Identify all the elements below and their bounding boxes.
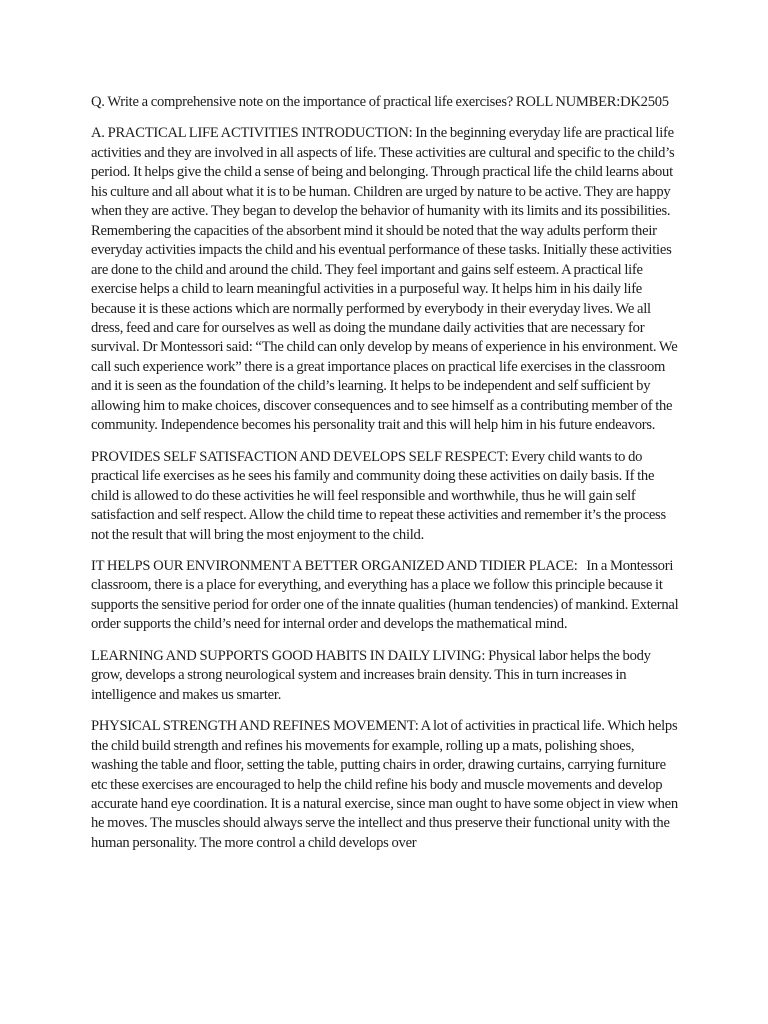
paragraph-text: In the beginning everyday life are practical life activities and they are involved in all aspects of life. These activities are cultural and specific to the child’s period. It helps give the child a sense of being and belonging. Through practical life the child learns about his culture and all about what it is to be human. Children are urged by nature to be active. They are happy when they are active. They began to develop the behavior of humanity with its limits and its possibilities. Remembering the capacities of the absorbent mind it should be noted that the way adults perform their everyday activities impacts the child and his eventual performance of these tasks. Initially these activities are done to the child and around the child. They feel important and gains self esteem. A practical life exercise helps a child to learn meaningful activities in a purposeful way. It helps him in his daily life because it is these actions which are normally performed by everybody in their everyday lives. We all dress, feed and care for ourselves as well as doing the mundane daily activities that are necessary for survival. Dr Montessori said: “The child can only develop by means of experience in his environment. We call such experience work” there is a great importance places on practical life exercises in the classroom and it is seen as the foundation of the child’s learning. It helps to be independent and self sufficient by allowing him to make choices, discover consequences and to see himself as a contributing member of the community. Independence becomes his personality trait and this will help him in his future endeavors.: [91, 125, 678, 434]
paragraph-text: Every child wants to do practical life exercises as he sees his family and community doing these activities on daily basis. If the child is allowed to do these activities he will feel responsible and worthwhile, thus he will gain self satisfaction and self respect. Allow the child time to repeat these activities and remember it’s the process not the result that will bring the most enjoyment to the child.: [91, 448, 666, 543]
paragraph-text: In a Montessori classroom, there is a place for everything, and everything has a place we follow this principle because it supports the sensitive period for order one of the innate qualities (human tendencies) of mankind. External order supports the child’s need for internal order and develops the mathematical mind.: [91, 557, 682, 633]
paragraph-physical-strength: [91, 717, 679, 853]
paragraph-heading: IT HELPS OUR ENVIRONMENT A BETTER ORGANIZED AND TIDIER PLACE:: [91, 557, 578, 574]
paragraph-text: Physical labor helps the body grow, develops a strong neurological system and increases brain density. This in turn increases in intelligence and makes us smarter.: [91, 647, 651, 703]
paragraph-heading: A. PRACTICAL LIFE ACTIVITIES INTRODUCTION:: [91, 125, 413, 142]
question-text: Q. Write a comprehensive note on the importance of practical life exercises? ROLL NUMBER:DK2505: [91, 94, 669, 110]
document-body: [91, 93, 682, 865]
paragraph-good-habits: [91, 647, 679, 705]
paragraph-heading: LEARNING AND SUPPORTS GOOD HABITS IN DAILY LIVING:: [91, 647, 486, 664]
paragraph-introduction: [91, 124, 679, 435]
question-line: [91, 93, 679, 112]
paragraph-organized-environment: [91, 557, 682, 635]
paragraph-text: A lot of activities in practical life. Which helps the child build strength and refines his movements for example, rolling up a mats, polishing shoes, washing the table and floor, setting the table, putting chairs in order, drawing curtains, carrying furniture etc these exercises are encouraged to help the child refine his body and muscle movements and develop accurate hand eye coordination. It is a natural exercise, since man ought to have some object in view when he moves. The muscles should always serve the intellect and thus preserve their functional unity with the human personality. The more control a child develops over: [91, 718, 678, 851]
paragraph-self-satisfaction: [91, 448, 679, 545]
paragraph-heading: PHYSICAL STRENGTH AND REFINES MOVEMENT:: [91, 718, 419, 735]
paragraph-heading: PROVIDES SELF SATISFACTION AND DEVELOPS SELF RESPECT:: [91, 448, 509, 465]
